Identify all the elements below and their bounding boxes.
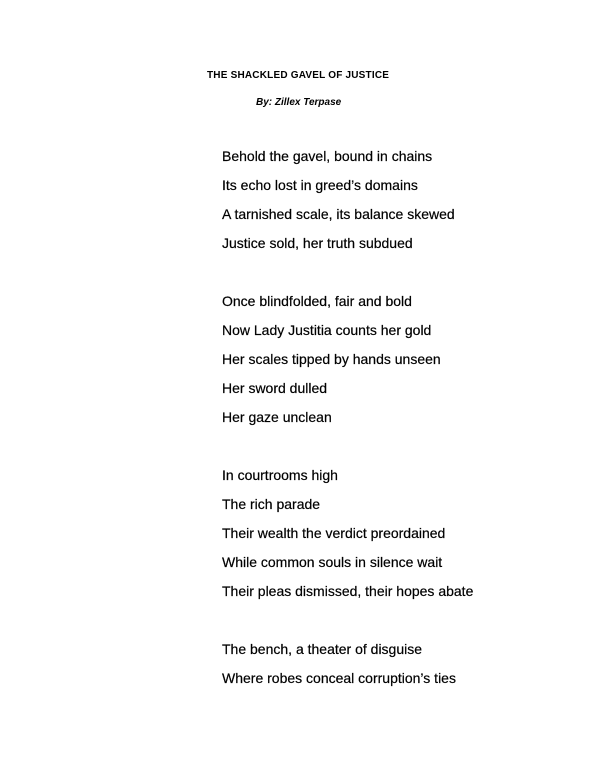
poem-line: While common souls in silence wait (222, 554, 443, 570)
poem-title: THE SHACKLED GAVEL OF JUSTICE (207, 70, 390, 81)
poem-line: Their pleas dismissed, their hopes abate (222, 583, 474, 599)
stanza-2 (222, 291, 473, 436)
poem-line: Justice sold, her truth subdued (222, 235, 413, 251)
poem-line: Their wealth the verdict preordained (222, 525, 446, 541)
poem-line: Its echo lost in greed’s domains (222, 177, 418, 193)
poem-line: Once blindfolded, fair and bold (222, 293, 412, 309)
poem-author: By: Zillex Terpase (256, 97, 342, 108)
stanza-3 (222, 465, 473, 610)
stanza-4 (222, 639, 473, 697)
poem-line: A tarnished scale, its balance skewed (222, 206, 455, 222)
poem-line: Her sword dulled (222, 380, 328, 396)
poem-line: The bench, a theater of disguise (222, 641, 423, 657)
poem-line: Her gaze unclean (222, 409, 332, 425)
poem-body (222, 146, 473, 726)
poem-line: Her scales tipped by hands unseen (222, 351, 441, 367)
poem-line: Behold the gavel, bound in chains (222, 148, 433, 164)
poem-line: In courtrooms high (222, 467, 338, 483)
poem-line: Where robes conceal corruption’s ties (222, 670, 456, 686)
poem-line: Now Lady Justitia counts her gold (222, 322, 432, 338)
poem-line: The rich parade (222, 496, 321, 512)
stanza-1 (222, 146, 473, 262)
